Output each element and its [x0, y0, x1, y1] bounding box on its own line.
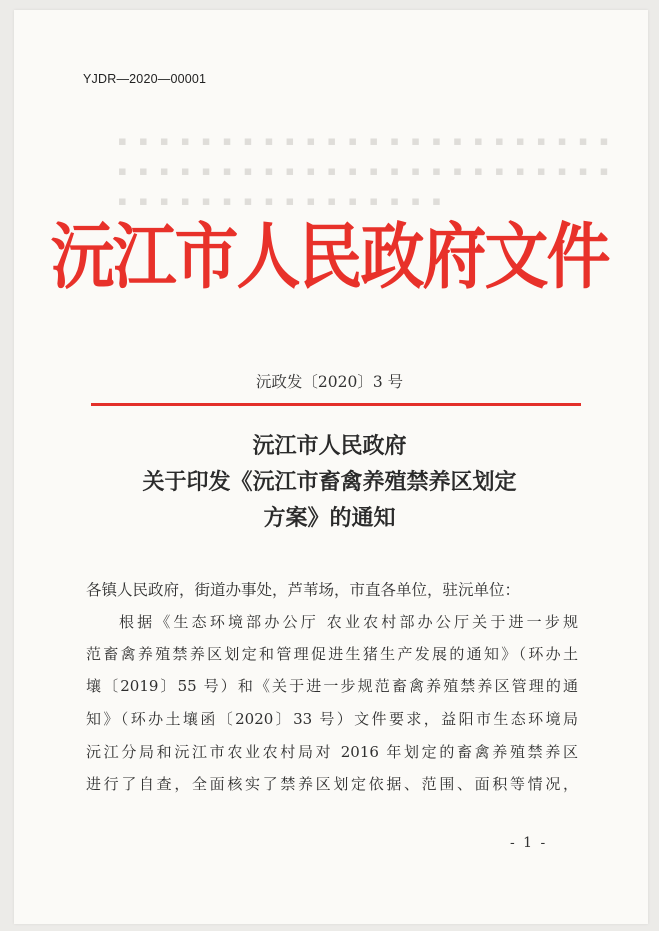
title-line: 关于印发《沅江市畜禽养殖禁养区划定	[142, 469, 517, 495]
salutation: 各镇人民政府，街道办事处，芦苇场，市直各单位，驻沅单位：	[86, 581, 521, 599]
title-line: 方案》的通知	[263, 505, 396, 531]
title-line: 沅江市人民政府	[252, 433, 407, 459]
document-title	[0, 428, 659, 536]
document-id: YJDR—2020—00001	[83, 72, 207, 86]
document-number: 沅政发〔2020〕3 号	[255, 373, 404, 391]
body-line: 根据《生态环境部办公厅 农业农村部办公厅关于进一步规	[119, 613, 578, 631]
body-line: 知》（环办土壤函〔2020〕33 号）文件要求，益阳市生态环境局	[86, 710, 578, 728]
bleed-through-line: ▪ ▪ ▪ ▪ ▪ ▪ ▪ ▪ ▪ ▪ ▪ ▪ ▪ ▪ ▪ ▪	[118, 194, 445, 209]
body-line: 沅江分局和沅江市农业农村局对 2016 年划定的畜禽养殖禁养区	[86, 743, 578, 761]
page-number: - 1 -	[510, 835, 548, 851]
body-line: 壤〔2019〕55 号）和《关于进一步规范畜禽养殖禁养区管理的通	[86, 677, 578, 695]
document-masthead: 沅江市人民政府文件	[50, 215, 609, 300]
bleed-through-line: ▪ ▪ ▪ ▪ ▪ ▪ ▪ ▪ ▪ ▪ ▪ ▪ ▪ ▪ ▪ ▪ ▪ ▪ ▪ ▪ ▪ ▪ ▪ ▪	[118, 164, 613, 179]
bleed-through-line: ▪ ▪ ▪ ▪ ▪ ▪ ▪ ▪ ▪ ▪ ▪ ▪ ▪ ▪ ▪ ▪ ▪ ▪ ▪ ▪ ▪ ▪ ▪ ▪	[118, 134, 613, 149]
body-line: 进行了自查，全面核实了禁养区划定依据、范围、面积等情况，	[86, 775, 578, 793]
red-divider-rule	[91, 403, 581, 406]
body-line: 范畜禽养殖禁养区划定和管理促进生猪生产发展的通知》（环办土	[86, 645, 578, 663]
